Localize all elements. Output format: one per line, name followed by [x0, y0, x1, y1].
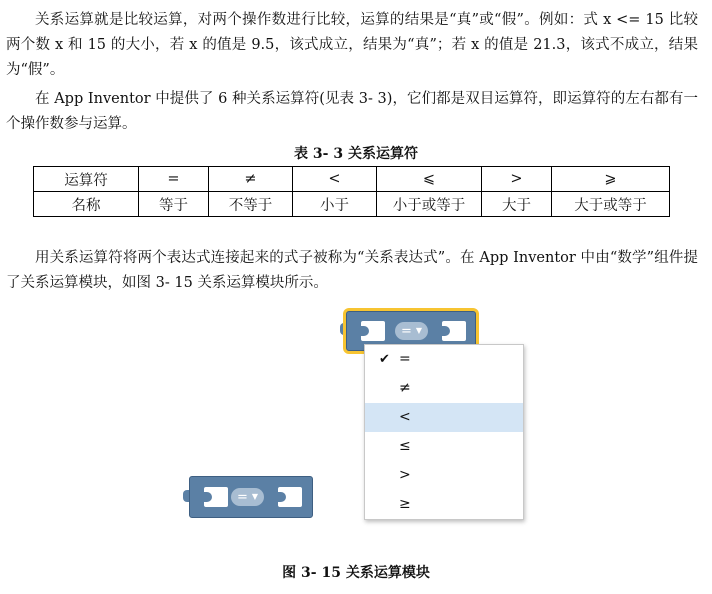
table-cell: 小于 — [293, 192, 377, 217]
check-icon: ✔ — [379, 352, 390, 367]
table-row — [34, 167, 670, 192]
table-cell: ⩽ — [377, 167, 482, 192]
menu-item-label: ≠ — [399, 380, 411, 396]
figure-caption: 图 3- 15 关系运算模块 — [282, 565, 430, 581]
menu-item-label: ≤ — [399, 438, 411, 454]
table-cell: < — [293, 167, 377, 192]
chevron-down-icon: ▼ — [251, 492, 259, 501]
chevron-down-icon: ▼ — [415, 326, 423, 335]
table-cell: 大于或等于 — [552, 192, 670, 217]
paragraph-1: 关系运算就是比较运算，对两个操作数进行比较，运算的结果是“真”或“假”。例如：式 x <= 15 比较两个数 x 和 15 的大小，若 x 的值是 9.5，该式成立，结果为“真”；若 x 的值是 21.3，该式不成立，结果为“假”。 — [6, 12, 698, 78]
menu-item-equal[interactable] — [365, 345, 523, 374]
table-cell: 不等于 — [209, 192, 293, 217]
menu-item-label: > — [399, 467, 411, 483]
menu-item-greater-or-equal[interactable] — [365, 490, 523, 519]
operator-dropdown[interactable] — [231, 488, 264, 506]
menu-item-label: = — [399, 351, 411, 367]
table-cell: 大于 — [482, 192, 552, 217]
table-cell: ≠ — [209, 167, 293, 192]
table-cell: 名称 — [34, 192, 139, 217]
operator-label: = — [401, 324, 412, 339]
menu-item-greater-than[interactable] — [365, 461, 523, 490]
relational-operator-table — [33, 166, 670, 217]
menu-item-less-than[interactable] — [365, 403, 523, 432]
paragraph-2: 在 App Inventor 中提供了 6 种关系运算符(见表 3- 3)，它们都是双目运算符，即运算符的左右都有一个操作数参与运算。 — [6, 91, 698, 132]
compare-block[interactable] — [189, 476, 313, 518]
table-caption: 表 3- 3 关系运算符 — [294, 146, 418, 162]
operator-label: = — [237, 490, 248, 505]
table-cell: 等于 — [139, 192, 209, 217]
table-cell: > — [482, 167, 552, 192]
menu-item-label: < — [399, 409, 411, 425]
paragraph-3: 用关系运算符将两个表达式连接起来的式子被称为“关系表达式”。在 App Inventor 中由“数学”组件提了关系运算模块，如图 3- 15 关系运算模块所示。 — [6, 250, 698, 291]
menu-item-label: ≥ — [399, 496, 411, 512]
menu-item-less-or-equal[interactable] — [365, 432, 523, 461]
operator-dropdown[interactable] — [395, 322, 428, 340]
table-cell: 运算符 — [34, 167, 139, 192]
table-cell: ⩾ — [552, 167, 670, 192]
table-cell: = — [139, 167, 209, 192]
table-row — [34, 192, 670, 217]
menu-item-not-equal[interactable] — [365, 374, 523, 403]
operator-dropdown-menu — [364, 344, 524, 520]
table-cell: 小于或等于 — [377, 192, 482, 217]
